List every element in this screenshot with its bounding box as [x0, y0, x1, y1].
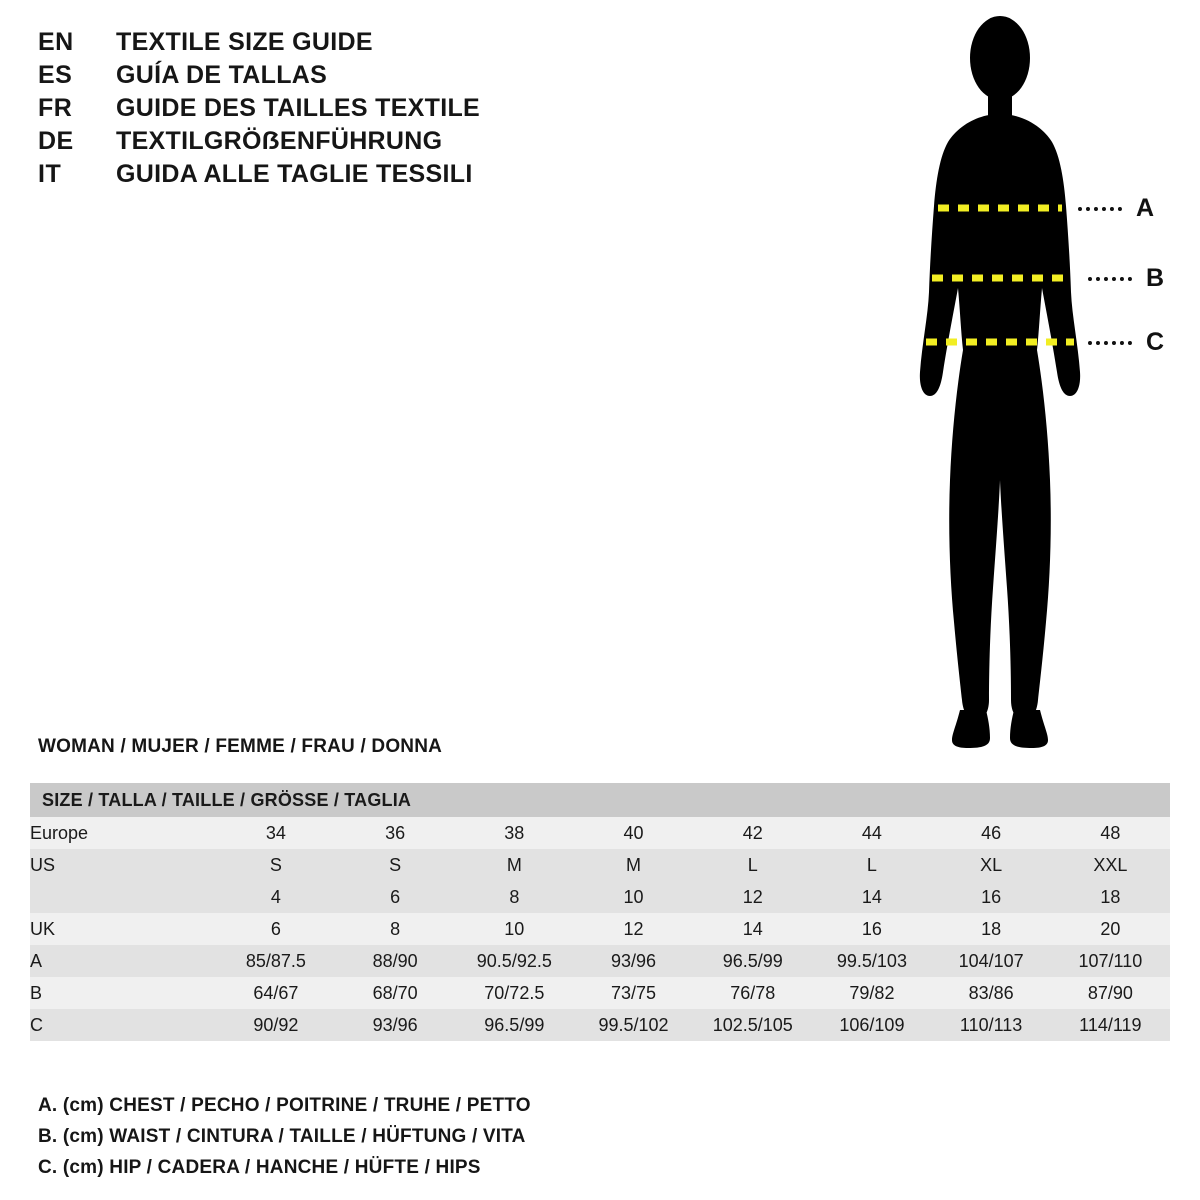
size-table — [30, 783, 1170, 1041]
section-heading: WOMAN / MUJER / FEMME / FRAU / DONNA — [38, 736, 443, 757]
table-cell: XL — [980, 854, 1003, 875]
table-cell: 76/78 — [730, 982, 776, 1003]
table-row — [30, 817, 1170, 849]
table-cell: 14 — [861, 886, 882, 907]
table-cell: 10 — [623, 886, 644, 907]
table-cell: 44 — [861, 822, 882, 843]
language-code: DE — [38, 127, 74, 155]
table-cell: M — [506, 854, 522, 875]
table-cell: 110/113 — [959, 1014, 1023, 1035]
title-row — [38, 28, 598, 61]
footnote-b: B. (cm) WAIST / CINTURA / TAILLE / HÜFTUNG / VITA — [38, 1126, 526, 1147]
table-cell: 90.5/92.5 — [476, 950, 552, 971]
table-cell: 88/90 — [372, 950, 418, 971]
row-label: A — [30, 950, 43, 971]
table-cell: 107/110 — [1078, 950, 1143, 971]
table-cell: 40 — [623, 822, 644, 843]
table-cell: 20 — [1100, 918, 1121, 939]
table-row — [30, 881, 1170, 913]
table-row — [30, 977, 1170, 1009]
table-cell: 38 — [504, 822, 525, 843]
table-cell: 12 — [742, 886, 763, 907]
table-cell: 104/107 — [958, 950, 1024, 971]
table-cell: 6 — [270, 918, 281, 939]
table-cell: 93/96 — [372, 1014, 418, 1035]
row-label: UK — [30, 918, 56, 939]
table-header-row — [30, 783, 1170, 817]
row-label: C — [30, 1014, 43, 1035]
row-label — [30, 881, 216, 913]
table-cell: 83/86 — [968, 982, 1014, 1003]
table-cell: L — [747, 854, 758, 875]
table-cell: 18 — [981, 918, 1002, 939]
table-cell: 70/72.5 — [484, 982, 545, 1003]
language-title: TEXTILE SIZE GUIDE — [116, 28, 373, 56]
table-cell: 8 — [390, 918, 401, 939]
table-cell: S — [389, 854, 402, 875]
table-cell: 102.5/105 — [712, 1014, 793, 1035]
marker-leader-line — [1088, 277, 1132, 281]
table-cell: 10 — [504, 918, 525, 939]
title-row — [38, 160, 598, 193]
language-code: FR — [38, 94, 73, 122]
marker-leader-line — [1078, 207, 1122, 211]
marker-a — [1078, 196, 1154, 221]
title-row — [38, 127, 598, 160]
footnote-c: C. (cm) HIP / CADERA / HANCHE / HÜFTE / HIPS — [38, 1157, 481, 1178]
marker-label: A — [1136, 194, 1155, 222]
footnote-a: A. (cm) CHEST / PECHO / POITRINE / TRUHE / PETTO — [38, 1095, 531, 1116]
table-cell: 93/96 — [611, 950, 657, 971]
table-cell: 18 — [1100, 886, 1121, 907]
table-cell: 48 — [1100, 822, 1121, 843]
table-cell: 68/70 — [372, 982, 418, 1003]
table-cell: 96.5/99 — [722, 950, 783, 971]
table-cell: 90/92 — [253, 1014, 299, 1035]
table-cell: 99.5/102 — [598, 1014, 669, 1035]
female-body-figure — [860, 10, 1190, 750]
table-cell: 114/119 — [1079, 1014, 1142, 1035]
language-code: ES — [38, 61, 73, 89]
row-label: US — [30, 854, 56, 875]
table-cell: 106/109 — [839, 1014, 905, 1035]
table-cell: XXL — [1093, 854, 1128, 875]
table-cell: 46 — [981, 822, 1002, 843]
language-title: GUÍA DE TALLAS — [116, 61, 328, 89]
table-cell: 99.5/103 — [836, 950, 907, 971]
row-label: Europe — [30, 822, 89, 843]
table-row — [30, 1009, 1170, 1041]
language-title: GUIDA ALLE TAGLIE TESSILI — [116, 160, 473, 188]
marker-label: C — [1146, 328, 1165, 356]
marker-b — [1088, 266, 1164, 291]
table-header-label: SIZE / TALLA / TAILLE / GRÖSSE / TAGLIA — [42, 789, 412, 810]
table-cell: 8 — [509, 886, 520, 907]
footnotes — [38, 1090, 738, 1183]
table-cell: 6 — [390, 886, 401, 907]
table-cell: 12 — [623, 918, 644, 939]
table-cell: 79/82 — [849, 982, 895, 1003]
language-title: TEXTILGRÖẞENFÜHRUNG — [116, 127, 443, 155]
table-cell: 96.5/99 — [484, 1014, 545, 1035]
title-row — [38, 94, 598, 127]
table-cell: 4 — [270, 886, 281, 907]
table-cell: 73/75 — [611, 982, 657, 1003]
marker-leader-line — [1088, 341, 1132, 345]
table-cell: 34 — [265, 822, 286, 843]
language-title-block — [38, 28, 598, 193]
table-cell: 36 — [385, 822, 406, 843]
table-cell: 64/67 — [253, 982, 299, 1003]
language-code: IT — [38, 160, 62, 188]
table-cell: 85/87.5 — [245, 950, 306, 971]
title-row — [38, 61, 598, 94]
table-cell: 14 — [742, 918, 763, 939]
table-cell: 87/90 — [1087, 982, 1133, 1003]
table-row — [30, 913, 1170, 945]
marker-label: B — [1146, 264, 1165, 292]
language-code: EN — [38, 28, 74, 56]
body-silhouette-icon — [860, 10, 1190, 750]
table-row — [30, 849, 1170, 881]
marker-c — [1088, 330, 1164, 355]
table-cell: 16 — [861, 918, 882, 939]
table-row — [30, 945, 1170, 977]
table-cell: M — [626, 854, 642, 875]
table-cell: S — [269, 854, 282, 875]
table-cell: 16 — [981, 886, 1002, 907]
table-cell: L — [866, 854, 877, 875]
row-label: B — [30, 982, 43, 1003]
table-cell: 42 — [742, 822, 763, 843]
language-title: GUIDE DES TAILLES TEXTILE — [116, 94, 481, 122]
